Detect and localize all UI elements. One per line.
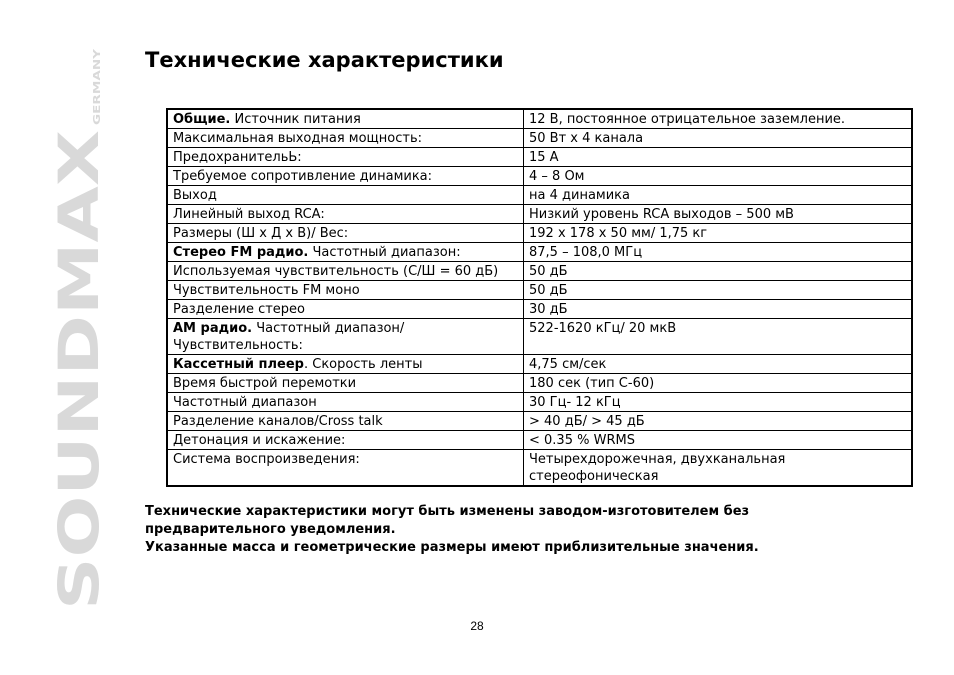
- spec-label: Разделение каналов/Cross talk: [173, 414, 383, 429]
- spec-label-cell: [167, 393, 524, 412]
- spec-label: Выход: [173, 188, 217, 203]
- spec-label: Система воспроизведения:: [173, 452, 360, 467]
- table-row: [167, 148, 912, 167]
- spec-section-label: АМ радио.: [173, 321, 253, 336]
- spec-label: ПредохранительЬ:: [173, 150, 302, 165]
- spec-value: 87,5 – 108,0 МГц: [524, 243, 913, 262]
- spec-value: 4,75 см/сек: [524, 355, 913, 374]
- table-row: [167, 205, 912, 224]
- table-row: [167, 281, 912, 300]
- spec-value: 50 Вт х 4 канала: [524, 129, 913, 148]
- page-title: Технические характеристики: [145, 48, 504, 72]
- spec-value: 30 дБ: [524, 300, 913, 319]
- spec-value: Низкий уровень RCA выходов – 500 мВ: [524, 205, 913, 224]
- spec-value: > 40 дБ/ > 45 дБ: [524, 412, 913, 431]
- table-row: [167, 431, 912, 450]
- spec-value: 4 – 8 Ом: [524, 167, 913, 186]
- spec-label-cell: [167, 431, 524, 450]
- spec-value: 12 В, постоянное отрицательное заземление.: [524, 109, 913, 129]
- spec-value: 30 Гц- 12 кГц: [524, 393, 913, 412]
- spec-label-cell: [167, 129, 524, 148]
- spec-label: Разделение стерео: [173, 302, 306, 317]
- spec-section-label: Стерео FM радио.: [173, 245, 309, 260]
- table-row: [167, 186, 912, 205]
- page-number: 28: [470, 619, 484, 633]
- spec-value: 522-1620 кГц/ 20 мкВ: [524, 319, 913, 355]
- spec-label: Частотный диапазон/Чувствительность:: [173, 321, 405, 353]
- table-row: [167, 109, 912, 129]
- spec-section-label: Общие.: [173, 112, 231, 127]
- table-row: [167, 374, 912, 393]
- spec-label-cell: [167, 109, 524, 129]
- table-row: [167, 355, 912, 374]
- spec-label-cell: [167, 148, 524, 167]
- spec-label: Максимальная выходная мощность:: [173, 131, 422, 146]
- table-row: [167, 243, 912, 262]
- spec-label-cell: [167, 450, 524, 487]
- logo-wordmark: SOUNDMAX: [47, 247, 111, 610]
- notes: [145, 503, 825, 557]
- spec-label-cell: [167, 224, 524, 243]
- table-row: [167, 450, 912, 487]
- spec-label-cell: [167, 319, 524, 355]
- spec-label-cell: [167, 412, 524, 431]
- logo-subtext: GERMANY: [92, 68, 103, 125]
- note-approximate: Указанные масса и геометрические размеры имеют приблизительные значения.: [145, 540, 759, 555]
- spec-label-cell: [167, 167, 524, 186]
- note-changes: Технические характеристики могут быть изменены заводом-изготовителем без предварительного уведомления.: [145, 504, 750, 537]
- spec-label-cell: [167, 300, 524, 319]
- soundmax-logo: [47, 47, 111, 610]
- spec-value: на 4 динамика: [524, 186, 913, 205]
- spec-label: Частотный диапазон:: [308, 245, 461, 260]
- spec-label: Линейный выход RCA:: [173, 207, 325, 222]
- table-row: [167, 393, 912, 412]
- spec-label: Время быстрой перемотки: [173, 376, 357, 391]
- spec-label: Детонация и искажение:: [173, 433, 346, 448]
- table-row: [167, 319, 912, 355]
- spec-value: < 0.35 % WRMS: [524, 431, 913, 450]
- spec-label: Источник питания: [230, 112, 361, 127]
- table-row: [167, 129, 912, 148]
- table-row: [167, 262, 912, 281]
- spec-value: 15 А: [524, 148, 913, 167]
- spec-value: Четырехдорожечная, двухканальная стереофоническая: [524, 450, 913, 487]
- spec-table: [166, 108, 913, 487]
- spec-label-cell: [167, 243, 524, 262]
- spec-label-cell: [167, 205, 524, 224]
- spec-label-cell: [167, 374, 524, 393]
- spec-label-cell: [167, 281, 524, 300]
- table-row: [167, 167, 912, 186]
- spec-value: 180 сек (тип С-60): [524, 374, 913, 393]
- table-row: [167, 412, 912, 431]
- spec-value: 192 х 178 х 50 мм/ 1,75 кг: [524, 224, 913, 243]
- spec-label: Частотный диапазон: [173, 395, 317, 410]
- table-row: [167, 224, 912, 243]
- spec-label: Чувствительность FM моно: [173, 283, 360, 298]
- spec-label: Размеры (Ш х Д х В)/ Вес:: [173, 226, 349, 241]
- spec-value: 50 дБ: [524, 262, 913, 281]
- spec-label: . Скорость ленты: [303, 357, 423, 372]
- spec-label-cell: [167, 186, 524, 205]
- spec-label: Требуемое сопротивление динамика:: [173, 169, 433, 184]
- spec-label: Используемая чувствительность (С/Ш = 60 дБ): [173, 264, 499, 279]
- table-row: [167, 300, 912, 319]
- spec-label-cell: [167, 355, 524, 374]
- spec-label-cell: [167, 262, 524, 281]
- spec-section-label: Кассетный плеер: [173, 357, 304, 372]
- spec-value: 50 дБ: [524, 281, 913, 300]
